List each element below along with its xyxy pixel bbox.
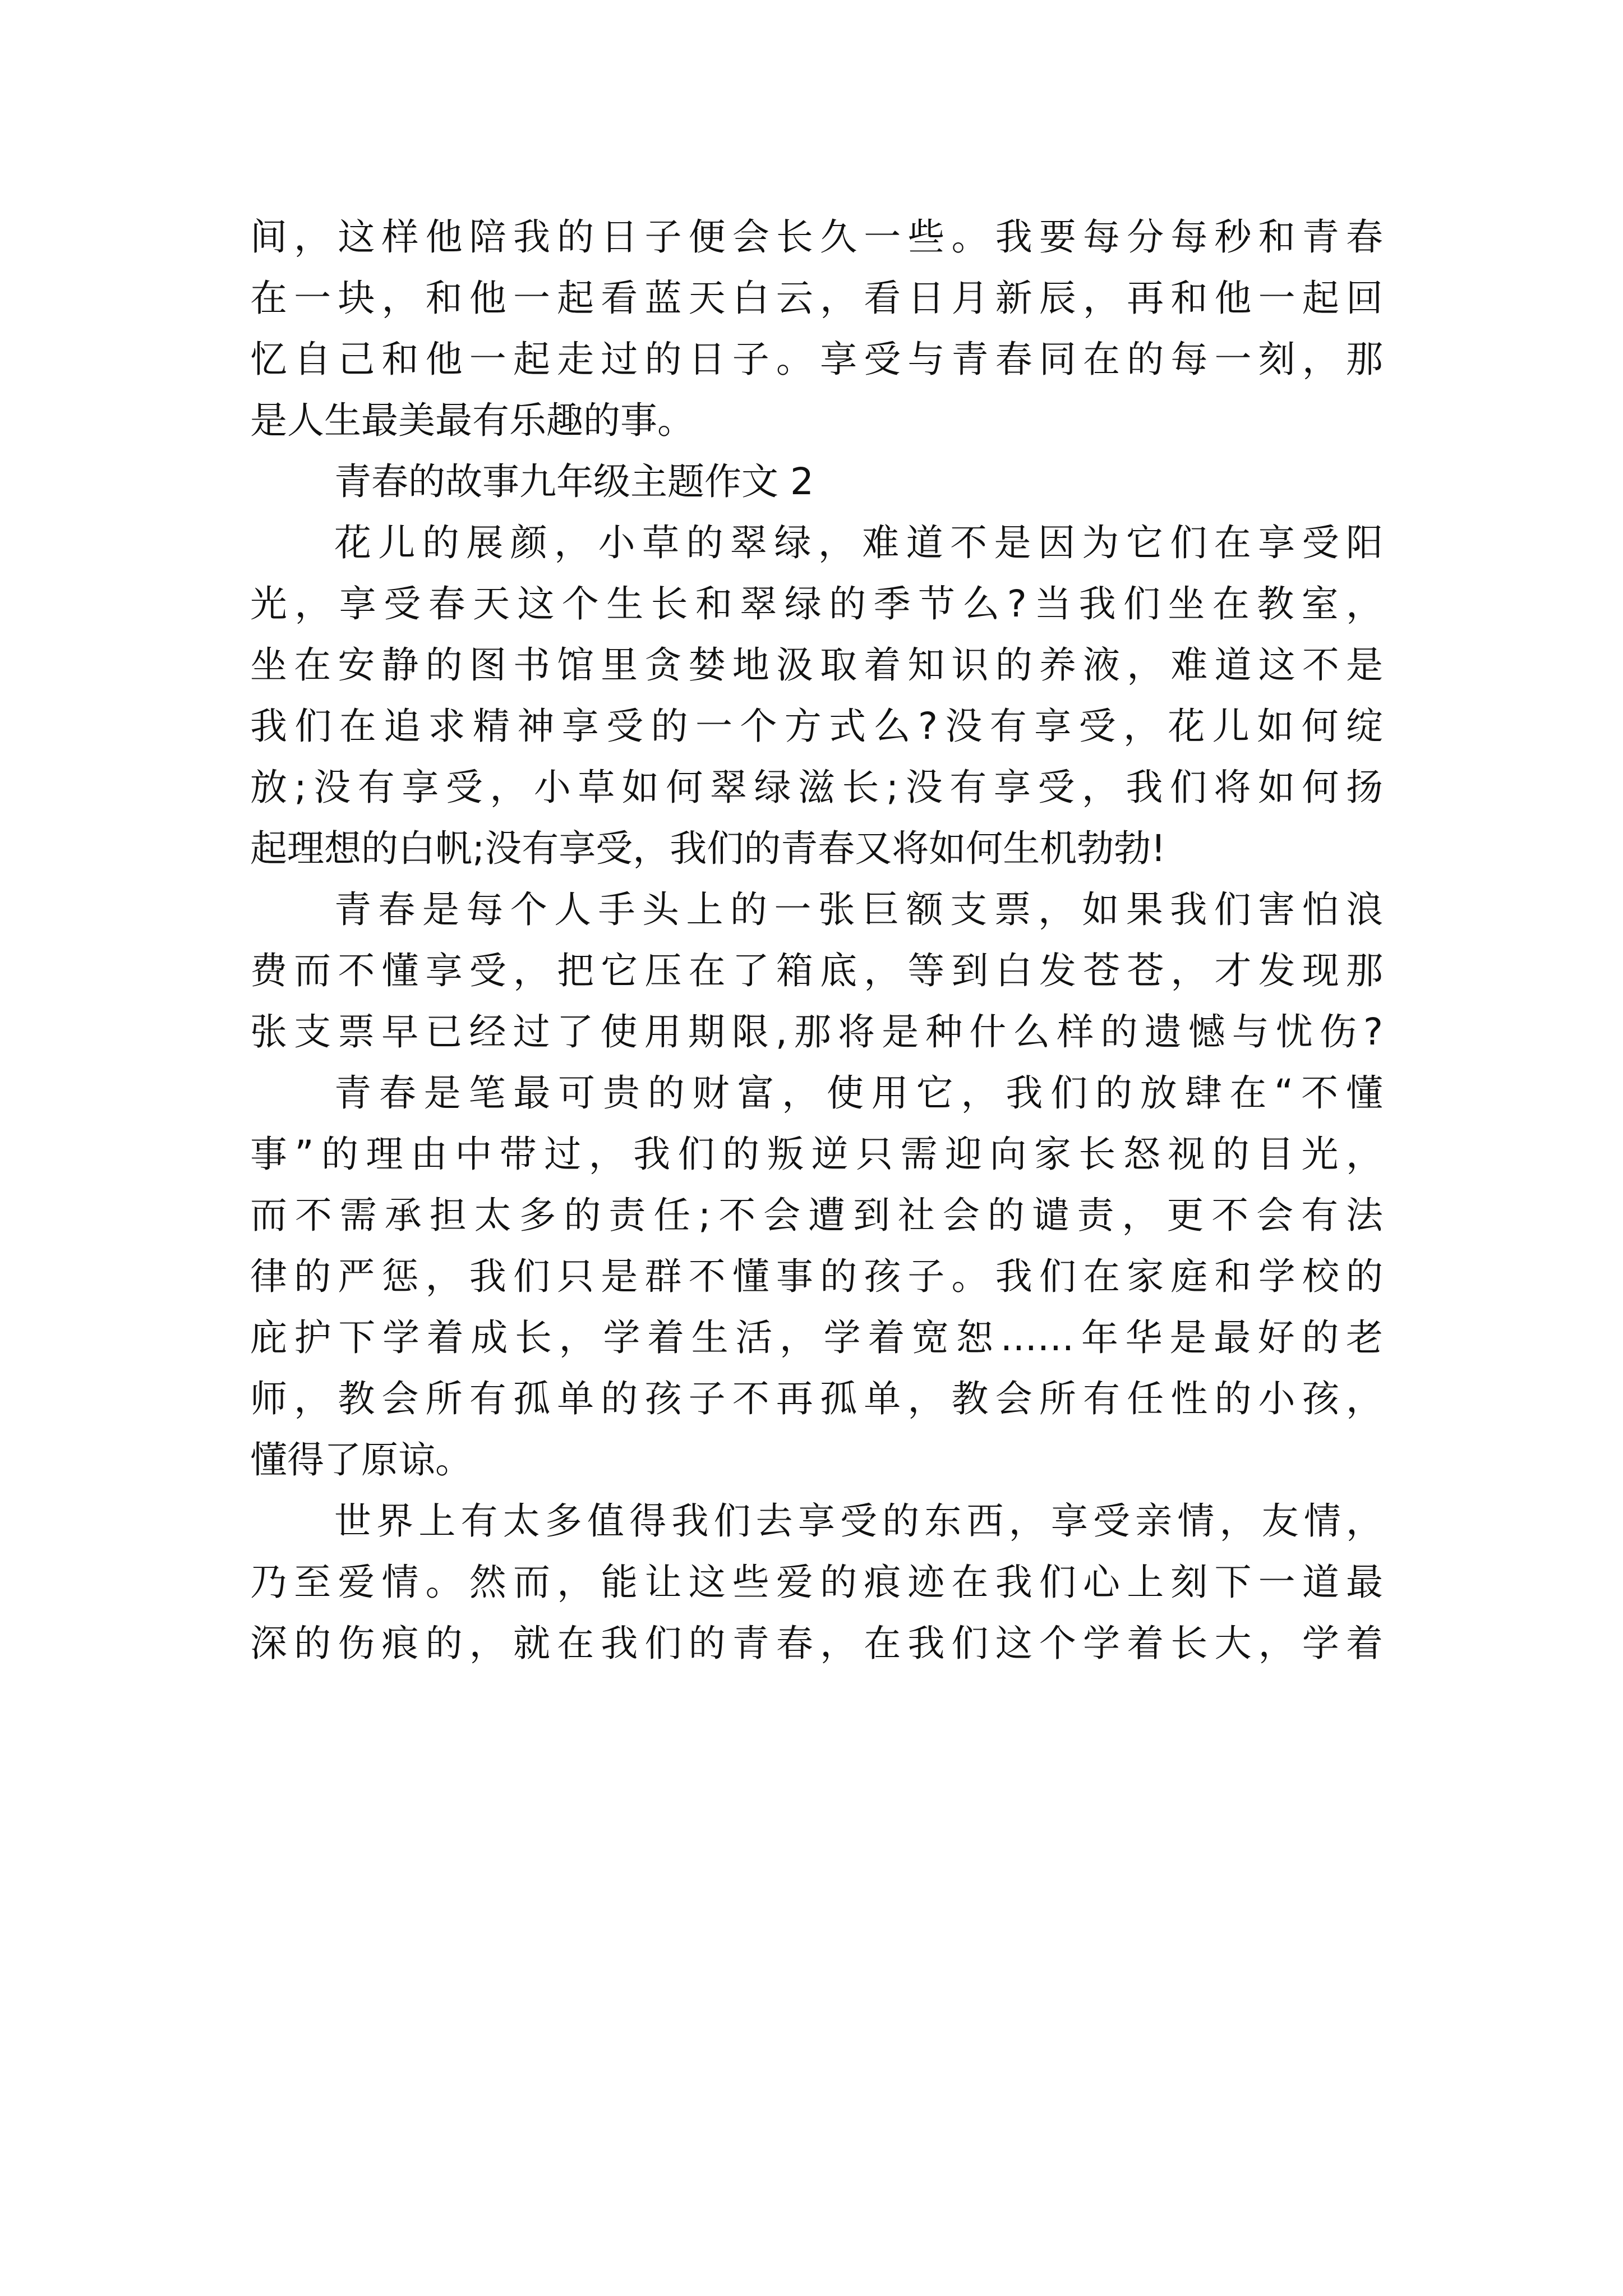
- paragraph-4: [250, 1062, 1383, 1490]
- document-body: [250, 206, 1383, 1674]
- text-line: 光，享受春天这个生长和翠绿的季节么?当我们坐在教室，: [250, 582, 1383, 625]
- text-line: 我们在追求精神享受的一个方式么?没有享受，花儿如何绽: [250, 705, 1383, 748]
- text-line: 张支票早已经过了使用期限,那将是种什么样的遗憾与忧伤?: [250, 1010, 1383, 1053]
- text-line: 间，这样他陪我的日子便会长久一些。我要每分每秒和青春: [250, 215, 1383, 259]
- text-line: 坐在安静的图书馆里贪婪地汲取着知识的养液，难道这不是: [250, 643, 1383, 687]
- text-line: 深的伤痕的，就在我们的青春，在我们这个学着长大，学着: [250, 1622, 1383, 1665]
- text-line: 是人生最美最有乐趣的事。: [250, 399, 694, 442]
- text-line: 花儿的展颜，小草的翠绿，难道不是因为它们在享受阳: [334, 521, 1383, 564]
- text-line: 事”的理由中带过，我们的叛逆只需迎向家长怒视的目光，: [250, 1133, 1383, 1176]
- text-line: 费而不懂享受，把它压在了箱底，等到白发苍苍，才发现那: [250, 949, 1383, 992]
- paragraph-2: [250, 512, 1383, 879]
- text-line: 懂得了原谅。: [250, 1438, 472, 1481]
- text-line: 庇护下学着成长，学着生活，学着宽恕……年华是最好的老: [250, 1316, 1383, 1359]
- paragraph-3: [250, 879, 1383, 1062]
- text-line: 青春是笔最可贵的财富，使用它，我们的放肆在“不懂: [334, 1071, 1383, 1115]
- text-line: 起理想的白帆;没有享受，我们的青春又将如何生机勃勃!: [250, 827, 1166, 870]
- text-line: 乃至爱情。然而，能让这些爱的痕迹在我们心上刻下一道最: [250, 1561, 1383, 1604]
- text-line: 而不需承担太多的责任;不会遭到社会的谴责，更不会有法: [250, 1194, 1383, 1237]
- section-heading: [250, 451, 1383, 512]
- paragraph-1: [250, 206, 1383, 451]
- text-line: 在一块，和他一起看蓝天白云，看日月新辰，再和他一起回: [250, 277, 1383, 320]
- text-line: 放;没有享受，小草如何翠绿滋长;没有享受，我们将如何扬: [250, 766, 1383, 809]
- heading-text: 青春的故事九年级主题作文 2: [334, 460, 814, 503]
- paragraph-5: [250, 1490, 1383, 1674]
- text-line: 世界上有太多值得我们去享受的东西，享受亲情，友情，: [334, 1499, 1383, 1543]
- text-line: 青春是每个人手头上的一张巨额支票，如果我们害怕浪: [334, 888, 1383, 931]
- text-line: 律的严惩，我们只是群不懂事的孩子。我们在家庭和学校的: [250, 1255, 1383, 1298]
- text-line: 忆自己和他一起走过的日子。享受与青春同在的每一刻，那: [250, 338, 1383, 381]
- text-line: 师，教会所有孤单的孩子不再孤单，教会所有任性的小孩，: [250, 1377, 1383, 1420]
